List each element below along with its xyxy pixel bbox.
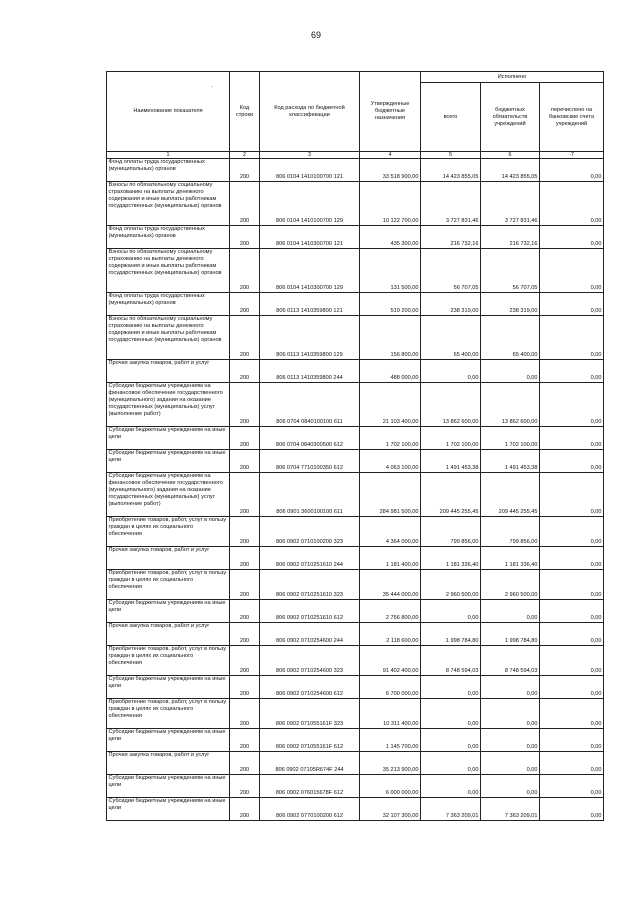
executed-budget-cell: 0,00	[481, 600, 540, 623]
line-code-cell: 200	[230, 517, 260, 547]
executed-bank-cell: 0,00	[540, 729, 604, 752]
indicator-name-cell: Приобретение товаров, работ, услуг в пользу граждан в целях их социального обеспечения	[107, 517, 230, 547]
executed-total-cell: 65 400,00	[421, 316, 481, 360]
table-row	[107, 473, 604, 517]
indicator-name-cell: Взносы по обязательному социальному страхованию на выплаты денежного содержания и иные выплаты работникам государственных (муниципальных) органов	[107, 182, 230, 226]
budget-code-cell: 806 0104 1410300700 121	[260, 226, 360, 249]
corner-mark: .	[211, 82, 213, 89]
executed-bank-cell: 0,00	[540, 600, 604, 623]
budget-code-cell: 806 0104 1410100700 129	[260, 182, 360, 226]
executed-bank-cell: 0,00	[540, 699, 604, 729]
executed-total-cell: 0,00	[421, 729, 481, 752]
table-row	[107, 600, 604, 623]
approved-amount-cell: 35 444 000,00	[360, 570, 421, 600]
header-line-code: Код строки	[230, 72, 260, 152]
executed-budget-cell: 1 181 336,40	[481, 547, 540, 570]
indicator-name-cell: Субсидии бюджетным учреждениям на иные цели	[107, 676, 230, 699]
approved-amount-cell: 6 000 000,00	[360, 775, 421, 798]
approved-amount-cell: 4 063 100,00	[360, 450, 421, 473]
approved-amount-cell: 91 402 400,00	[360, 646, 421, 676]
budget-code-cell: 806 0902 0710254600 323	[260, 646, 360, 676]
line-code-cell: 200	[230, 360, 260, 383]
table-row	[107, 450, 604, 473]
budget-code-cell: 806 0902 076015678F 612	[260, 775, 360, 798]
approved-amount-cell: 10 122 700,00	[360, 182, 421, 226]
table-row	[107, 293, 604, 316]
line-code-cell: 200	[230, 450, 260, 473]
page-number: 69	[310, 30, 321, 40]
line-code-cell: 200	[230, 547, 260, 570]
executed-bank-cell: 0,00	[540, 450, 604, 473]
table-row	[107, 699, 604, 729]
table-row	[107, 570, 604, 600]
header-approved: Утвержденные бюджетные назначения	[360, 72, 421, 152]
table-row	[107, 226, 604, 249]
executed-total-cell: 0,00	[421, 600, 481, 623]
indicator-name-cell: Прочая закупка товаров, работ и услуг	[107, 547, 230, 570]
approved-amount-cell: 488 000,00	[360, 360, 421, 383]
executed-bank-cell: 0,00	[540, 427, 604, 450]
executed-bank-cell: 0,00	[540, 752, 604, 775]
budget-execution-table	[106, 71, 604, 821]
executed-budget-cell: 1 998 784,80	[481, 623, 540, 646]
executed-budget-cell: 13 862 600,00	[481, 383, 540, 427]
executed-total-cell: 799 856,00	[421, 517, 481, 547]
indicator-name-cell: Взносы по обязательному социальному страхованию на выплаты денежного содержания и иные выплаты работникам государственных (муниципальных) органов	[107, 316, 230, 360]
budget-code-cell: 806 0902 0710254600 612	[260, 676, 360, 699]
executed-bank-cell: 0,00	[540, 360, 604, 383]
indicator-name-cell: Субсидии бюджетным учреждениям на финансовое обеспечение государственного (муниципального) задания на оказание государственных (муниципальных) услуг (выполнение работ)	[107, 383, 230, 427]
line-code-cell: 200	[230, 293, 260, 316]
table-row	[107, 159, 604, 182]
line-code-cell: 200	[230, 249, 260, 293]
line-code-cell: 200	[230, 752, 260, 775]
executed-bank-cell: 0,00	[540, 775, 604, 798]
indicator-name-cell: Субсидии бюджетным учреждениям на иные цели	[107, 729, 230, 752]
approved-amount-cell: 35 213 900,00	[360, 752, 421, 775]
executed-bank-cell: 0,00	[540, 623, 604, 646]
approved-amount-cell: 6 700 000,00	[360, 676, 421, 699]
budget-code-cell: 806 0902 0710251610 244	[260, 547, 360, 570]
approved-amount-cell: 4 364 000,00	[360, 517, 421, 547]
budget-code-cell: 806 0902 0710251610 612	[260, 600, 360, 623]
budget-code-cell: 806 0902 0710251610 323	[260, 570, 360, 600]
executed-bank-cell: 0,00	[540, 547, 604, 570]
approved-amount-cell: 435 300,00	[360, 226, 421, 249]
line-code-cell: 200	[230, 427, 260, 450]
budget-code-cell: 806 0113 1410359800 121	[260, 293, 360, 316]
executed-total-cell: 13 862 600,00	[421, 383, 481, 427]
budget-code-cell: 806 0902 0710254600 244	[260, 623, 360, 646]
approved-amount-cell: 2 756 800,00	[360, 600, 421, 623]
line-code-cell: 200	[230, 775, 260, 798]
executed-bank-cell: 0,00	[540, 159, 604, 182]
table-row	[107, 547, 604, 570]
table-row	[107, 775, 604, 798]
executed-total-cell: 3 727 831,46	[421, 182, 481, 226]
column-number: 4	[360, 152, 421, 159]
executed-total-cell: 0,00	[421, 775, 481, 798]
line-code-cell: 200	[230, 226, 260, 249]
table-row	[107, 427, 604, 450]
line-code-cell: 200	[230, 646, 260, 676]
indicator-name-cell: Фонд оплаты труда государственных (муниципальных) органов	[107, 159, 230, 182]
executed-budget-cell: 0,00	[481, 775, 540, 798]
executed-total-cell: 1 491 453,38	[421, 450, 481, 473]
table-row	[107, 676, 604, 699]
executed-total-cell: 14 423 855,05	[421, 159, 481, 182]
executed-bank-cell: 0,00	[540, 798, 604, 821]
line-code-cell: 200	[230, 316, 260, 360]
table-row	[107, 360, 604, 383]
column-number: 1	[107, 152, 230, 159]
executed-total-cell: 0,00	[421, 676, 481, 699]
executed-budget-cell: 2 960 500,00	[481, 570, 540, 600]
indicator-name-cell: Фонд оплаты труда государственных (муниципальных) органов	[107, 226, 230, 249]
column-number: 5	[421, 152, 481, 159]
budget-code-cell: 806 0902 071055161F 612	[260, 729, 360, 752]
column-number: 2	[230, 152, 260, 159]
table-body	[107, 159, 604, 821]
approved-amount-cell: 156 800,00	[360, 316, 421, 360]
line-code-cell: 200	[230, 729, 260, 752]
budget-code-cell: 806 0704 0840100100 611	[260, 383, 360, 427]
line-code-cell: 200	[230, 623, 260, 646]
header-budget-institutions: бюджетных обязательств учреждений	[481, 83, 540, 152]
indicator-name-cell: Фонд оплаты труда государственных (муниципальных) органов	[107, 293, 230, 316]
executed-budget-cell: 216 732,16	[481, 226, 540, 249]
executed-total-cell: 209 445 255,45	[421, 473, 481, 517]
header-executed: Исполнено	[421, 72, 604, 83]
table-row	[107, 729, 604, 752]
indicator-name-cell: Субсидии бюджетным учреждениям на финансовое обеспечение государственного (муниципального) задания на оказание государственных (муниципальных) услуг (выполнение работ)	[107, 473, 230, 517]
budget-code-cell: 806 0704 0840300500 612	[260, 427, 360, 450]
line-code-cell: 200	[230, 182, 260, 226]
executed-bank-cell: 0,00	[540, 316, 604, 360]
executed-total-cell: 0,00	[421, 699, 481, 729]
line-code-cell: 200	[230, 699, 260, 729]
executed-budget-cell: 0,00	[481, 729, 540, 752]
line-code-cell: 200	[230, 473, 260, 517]
executed-budget-cell: 56 707,05	[481, 249, 540, 293]
indicator-name-cell: Субсидии бюджетным учреждениям на иные цели	[107, 427, 230, 450]
line-code-cell: 200	[230, 570, 260, 600]
executed-budget-cell: 0,00	[481, 699, 540, 729]
executed-total-cell: 0,00	[421, 752, 481, 775]
approved-amount-cell: 131 500,00	[360, 249, 421, 293]
executed-budget-cell: 799 856,00	[481, 517, 540, 547]
line-code-cell: 200	[230, 676, 260, 699]
executed-budget-cell: 7 363 209,01	[481, 798, 540, 821]
executed-bank-cell: 0,00	[540, 473, 604, 517]
table-row	[107, 249, 604, 293]
executed-total-cell: 2 960 500,00	[421, 570, 481, 600]
executed-budget-cell: 1 702 100,00	[481, 427, 540, 450]
budget-code-cell: 806 0104 1410100700 121	[260, 159, 360, 182]
line-code-cell: 200	[230, 600, 260, 623]
header-budget-code: Код расхода по бюджетной классификации	[260, 72, 360, 152]
line-code-cell: 200	[230, 798, 260, 821]
executed-budget-cell: 209 445 255,45	[481, 473, 540, 517]
line-code-cell: 200	[230, 383, 260, 427]
table-row	[107, 798, 604, 821]
approved-amount-cell: 10 311 400,00	[360, 699, 421, 729]
budget-code-cell: 806 0901 3600100100 611	[260, 473, 360, 517]
executed-budget-cell: 0,00	[481, 752, 540, 775]
approved-amount-cell: 284 981 500,00	[360, 473, 421, 517]
header-bank-accounts: перечислено на банковские счета учреждений	[540, 83, 604, 152]
indicator-name-cell: Субсидии бюджетным учреждениям на иные цели	[107, 450, 230, 473]
indicator-name-cell: Приобретение товаров, работ, услуг в пользу граждан в целях их социального обеспечения	[107, 646, 230, 676]
table-row	[107, 517, 604, 547]
executed-bank-cell: 0,00	[540, 676, 604, 699]
approved-amount-cell: 2 118 600,00	[360, 623, 421, 646]
approved-amount-cell: 1 145 700,00	[360, 729, 421, 752]
indicator-name-cell: Приобретение товаров, работ, услуг в пользу граждан в целях их социального обеспечения	[107, 699, 230, 729]
executed-total-cell: 216 732,16	[421, 226, 481, 249]
header-name: Наименование показателя	[107, 72, 230, 152]
table-row	[107, 182, 604, 226]
indicator-name-cell: Прочая закупка товаров, работ и услуг	[107, 623, 230, 646]
table-row	[107, 752, 604, 775]
column-number: 3	[260, 152, 360, 159]
executed-budget-cell: 0,00	[481, 360, 540, 383]
executed-bank-cell: 0,00	[540, 570, 604, 600]
indicator-name-cell: Субсидии бюджетным учреждениям на иные цели	[107, 775, 230, 798]
column-number-row	[107, 152, 604, 159]
executed-budget-cell: 3 727 831,46	[481, 182, 540, 226]
budget-code-cell: 806 0113 1410359800 244	[260, 360, 360, 383]
executed-bank-cell: 0,00	[540, 226, 604, 249]
budget-code-cell: 806 0902 071055161F 323	[260, 699, 360, 729]
executed-total-cell: 238 319,00	[421, 293, 481, 316]
budget-code-cell: 806 0902 07105R674F 244	[260, 752, 360, 775]
table-row	[107, 383, 604, 427]
indicator-name-cell: Прочая закупка товаров, работ и услуг	[107, 752, 230, 775]
approved-amount-cell: 21 103 400,00	[360, 383, 421, 427]
approved-amount-cell: 33 518 900,00	[360, 159, 421, 182]
header-total: всего	[421, 83, 481, 152]
executed-bank-cell: 0,00	[540, 249, 604, 293]
executed-total-cell: 1 998 784,80	[421, 623, 481, 646]
line-code-cell: 200	[230, 159, 260, 182]
executed-budget-cell: 14 423 855,05	[481, 159, 540, 182]
indicator-name-cell: Субсидии бюджетным учреждениям на иные цели	[107, 600, 230, 623]
executed-budget-cell: 238 319,00	[481, 293, 540, 316]
executed-budget-cell: 8 748 594,03	[481, 646, 540, 676]
executed-total-cell: 0,00	[421, 360, 481, 383]
executed-bank-cell: 0,00	[540, 646, 604, 676]
executed-budget-cell: 1 491 453,38	[481, 450, 540, 473]
executed-total-cell: 8 748 594,03	[421, 646, 481, 676]
executed-total-cell: 56 707,05	[421, 249, 481, 293]
budget-code-cell: 806 0113 1410359800 129	[260, 316, 360, 360]
table-row	[107, 316, 604, 360]
executed-budget-cell: 65 400,00	[481, 316, 540, 360]
executed-total-cell: 1 702 100,00	[421, 427, 481, 450]
indicator-name-cell: Приобретение товаров, работ, услуг в пользу граждан в целях их социального обеспечения	[107, 570, 230, 600]
executed-bank-cell: 0,00	[540, 293, 604, 316]
executed-bank-cell: 0,00	[540, 383, 604, 427]
table-row	[107, 646, 604, 676]
executed-bank-cell: 0,00	[540, 182, 604, 226]
executed-total-cell: 7 363 209,01	[421, 798, 481, 821]
executed-bank-cell: 0,00	[540, 517, 604, 547]
indicator-name-cell: Субсидии бюджетным учреждениям на иные цели	[107, 798, 230, 821]
approved-amount-cell: 32 107 300,00	[360, 798, 421, 821]
budget-code-cell: 806 0902 0770100200 612	[260, 798, 360, 821]
approved-amount-cell: 519 200,00	[360, 293, 421, 316]
column-number: 6	[481, 152, 540, 159]
table-row	[107, 623, 604, 646]
budget-code-cell: 806 0902 0710100200 323	[260, 517, 360, 547]
budget-code-cell: 806 0104 1410300700 129	[260, 249, 360, 293]
approved-amount-cell: 1 702 100,00	[360, 427, 421, 450]
executed-budget-cell: 0,00	[481, 676, 540, 699]
column-number: ·7	[540, 152, 604, 159]
executed-total-cell: 1 181 336,40	[421, 547, 481, 570]
indicator-name-cell: Прочая закупка товаров, работ и услуг	[107, 360, 230, 383]
approved-amount-cell: 1 181 400,00	[360, 547, 421, 570]
indicator-name-cell: Взносы по обязательному социальному страхованию на выплаты денежного содержания и иные выплаты работникам государственных (муниципальных) органов	[107, 249, 230, 293]
budget-code-cell: 806 0704 7710100350 612	[260, 450, 360, 473]
